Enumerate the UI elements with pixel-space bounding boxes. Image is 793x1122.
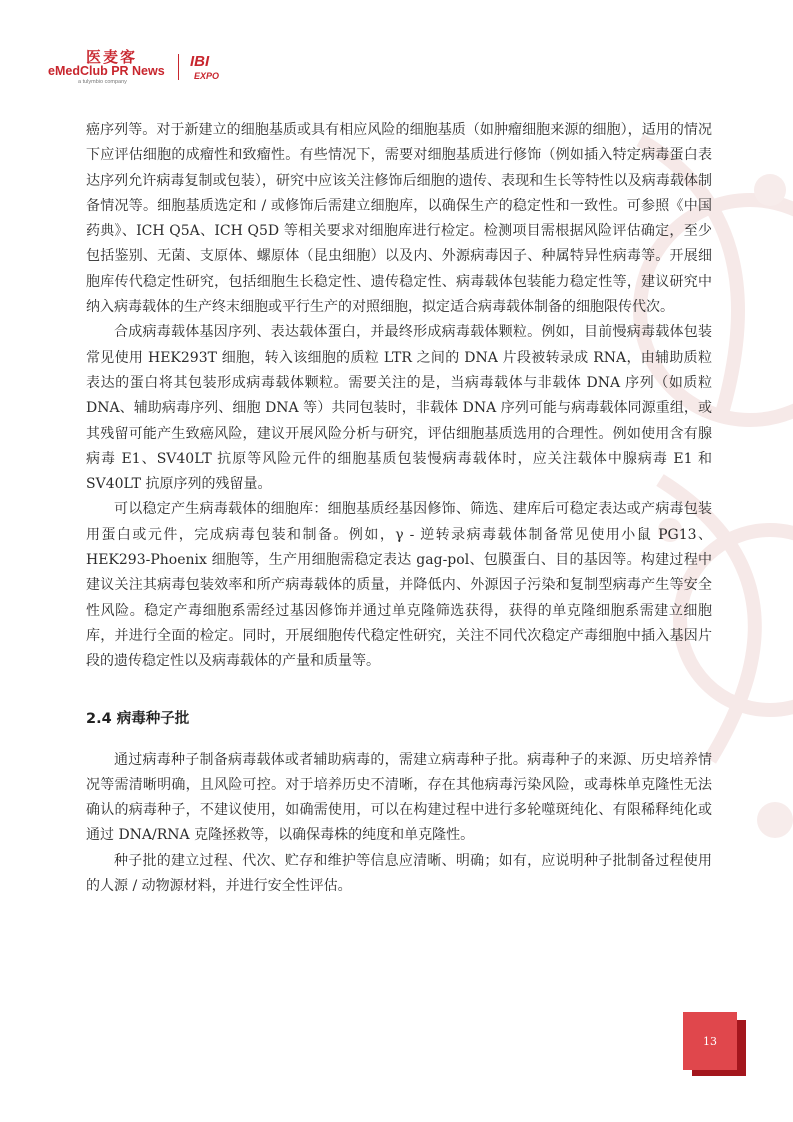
page-number: 13	[703, 1034, 717, 1048]
svg-text:IBI: IBI	[190, 53, 210, 70]
ibi-expo-logo	[188, 50, 228, 84]
brand-chinese-name: 医麦客	[86, 48, 138, 66]
document-body	[86, 118, 712, 899]
brand-tagline: a tulymbio company	[78, 79, 127, 85]
logo-divider	[178, 54, 179, 80]
paragraph-stable-cell-line: 可以稳定产生病毒载体的细胞库：细胞基质经基因修饰、筛选、建库后可稳定表达或产病毒包装用蛋白或元件，完成病毒包装和制备。例如，γ - 逆转录病毒载体制备常见使用小鼠 PG13、HEK293-Phoenix 细胞等，生产用细胞需稳定表达 gag-pol、包膜蛋白、目的基因等。构建过程中建议关注其病毒包装效率和所产病毒载体的质量，并降低内、外源因子污染和复制型病毒产生等安全性风险。稳定产毒细胞系需经过基因修饰并通过单克隆筛选获得，获得的单克隆细胞系需建立细胞库，并进行全面的检定。同时，开展细胞传代稳定性研究，关注不同代次稳定产毒细胞中插入基因片段的遗传稳定性以及病毒载体的产量和质量等。	[86, 501, 712, 670]
paragraph-seed-lot-info: 种子批的建立过程、代次、贮存和维护等信息应清晰、明确；如有，应说明种子批制备过程使用的人源 / 动物源材料，并进行安全性评估。	[86, 852, 712, 895]
svg-text:EXPO: EXPO	[194, 71, 220, 81]
section-heading: 2.4 病毒种子批	[86, 710, 190, 727]
paragraph-cell-substrate: 癌序列等。对于新建立的细胞基质或具有相应风险的细胞基质（如肿瘤细胞来源的细胞），适用的情况下应评估细胞的成瘤性和致瘤性。有些情况下，需要对细胞基质进行修饰（例如插入特定病毒蛋白表达序列允许病毒复制或包装），研究中应该关注修饰后细胞的遗传、表现和生长等特性以及病毒载体制备情况等。细胞基质选定和 / 或修饰后需建立细胞库，以确保生产的稳定性和一致性。可参照《中国药典》、ICH Q5A、ICH Q5D 等相关要求对细胞库进行检定。检测项目需根据风险评估确定，至少包括鉴别、无菌、支原体、螺原体（昆虫细胞）以及内、外源病毒因子、种属特异性病毒等。开展细胞库传代稳定性研究，包括细胞生长稳定性、遗传稳定性、病毒载体包装能力稳定性等，建议研究中纳入病毒载体的生产终末细胞或平行生产的对照细胞，拟定适合病毒载体制备的细胞限传代次。	[86, 122, 712, 316]
paragraph-virus-seed: 通过病毒种子制备病毒载体或者辅助病毒的，需建立病毒种子批。病毒种子的来源、历史培养情况等需清晰明确，且风险可控。对于培养历史不清晰，存在其他病毒污染风险，或毒株单克隆性无法确认的病毒种子，不建议使用，如确需使用，可以在构建过程中进行多轮噬斑纯化、有限稀释纯化或通过 DNA/RNA 克隆拯救等，以确保毒株的纯度和单克隆性。	[86, 751, 712, 844]
paragraph-vector-packaging: 合成病毒载体基因序列、表达载体蛋白，并最终形成病毒载体颗粒。例如，目前慢病毒载体包装常见使用 HEK293T 细胞，转入该细胞的质粒 LTR 之间的 DNA 片段被转录成 RNA，由辅助质粒表达的蛋白将其包装形成病毒载体颗粒。需要关注的是，当病毒载体与非载体 DNA 序列（如质粒 DNA、辅助病毒序列、细胞 DNA 等）共同包装时，非载体 DNA 序列可能与病毒载体同源重组，或其残留可能产生致癌风险，建议开展风险分析与研究，评估细胞基质选用的合理性。例如使用含有腺病毒 E1、SV40LT 抗原等风险元件的细胞基质包装慢病毒载体时，应关注载体中腺病毒 E1 和 SV40LT 抗原序列的残留量。	[86, 324, 712, 493]
brand-english-name: eMedClub PR News	[48, 64, 165, 78]
publisher-logo	[48, 46, 268, 88]
